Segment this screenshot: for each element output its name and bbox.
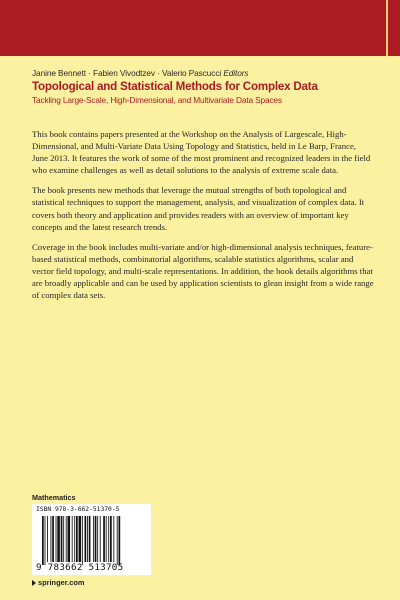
description-paragraph-1: This book contains papers presented at the Workshop on the Analysis of Largescale, High-Dimensional, and Multi-Variate Data Using Topology and Statistics, held in Le Barp, France, June 2013. It features the work of some of the most prominent and recognized leaders in the field who examine challenges as well as detail solutions to the analysis of extreme scale data. (32, 129, 371, 176)
book-description (32, 128, 374, 309)
barcode-bar (82, 516, 83, 565)
publisher-link[interactable] (32, 578, 84, 587)
cover-top-band (0, 0, 400, 56)
barcode-bar (74, 516, 75, 562)
cover-accent-line (386, 0, 388, 56)
barcode-bar (45, 516, 46, 565)
book-subtitle: Tackling Large-Scale, High-Dimensional, and Multivariate Data Spaces (32, 95, 282, 105)
publisher-url: springer.com (38, 578, 85, 587)
barcode-bar (119, 516, 121, 565)
barcode-bar (110, 516, 112, 562)
barcode-bar (76, 516, 78, 562)
barcode-bar (85, 516, 87, 562)
barcode-bar (72, 516, 73, 562)
subject-category: Mathematics (32, 493, 76, 502)
barcode-bar (97, 516, 98, 562)
barcode-bar (51, 516, 52, 562)
arrow-right-icon (32, 580, 36, 586)
isbn-label: ISBN 978-3-662-51370-5 (36, 506, 120, 513)
book-title: Topological and Statistical Methods for Complex Data (32, 80, 318, 93)
description-paragraph-3: Coverage in the book includes multi-variate and/or high-dimensional analysis techniques, feature-based statistical methods, combinatorial algorithms, scalable statistics algorithms, scalar and vector field topology, and multi-scale representations. In addition, the book details algorithms that are broadly applicable and can be used by application scientists to glean insight from a wide range of complex data sets. (32, 241, 374, 301)
barcode-digits: 9 783662 513705 (36, 562, 124, 573)
barcode-bar (61, 516, 63, 562)
barcode-bar (106, 516, 107, 562)
barcode-bar (93, 516, 94, 562)
barcode-bar (52, 516, 54, 562)
description-paragraph-2: The book presents new methods that leverage the mutual strengths of both topological and statistical techniques to support the management, analysis, and visualization of complex data. It covers both theory and application and provides readers with an overview of important key concepts and the latest research trends. (32, 185, 365, 232)
barcode-bar (79, 516, 82, 562)
barcode-bar (56, 516, 57, 562)
barcode-bar (87, 516, 88, 562)
barcode-bar (108, 516, 109, 562)
barcode-bar (42, 516, 44, 565)
barcode-bar (113, 516, 114, 562)
barcode-bar (100, 516, 101, 562)
editors-line (32, 68, 372, 78)
barcode-bar (57, 516, 60, 562)
barcode-bar (89, 516, 91, 562)
barcode-bar (95, 516, 97, 562)
barcode-bar (47, 516, 48, 562)
editors-names: Janine Bennett · Fabien Vivodtzev · Valerio Pascucci (32, 68, 222, 78)
book-header (32, 68, 372, 105)
barcode-bar (117, 516, 118, 565)
barcode-bar (63, 516, 64, 562)
editors-label: Editors (223, 68, 249, 78)
isbn-barcode-box (32, 504, 151, 575)
barcode-bar (66, 516, 67, 562)
barcode-bar (68, 516, 71, 562)
barcode-bar (103, 516, 105, 562)
